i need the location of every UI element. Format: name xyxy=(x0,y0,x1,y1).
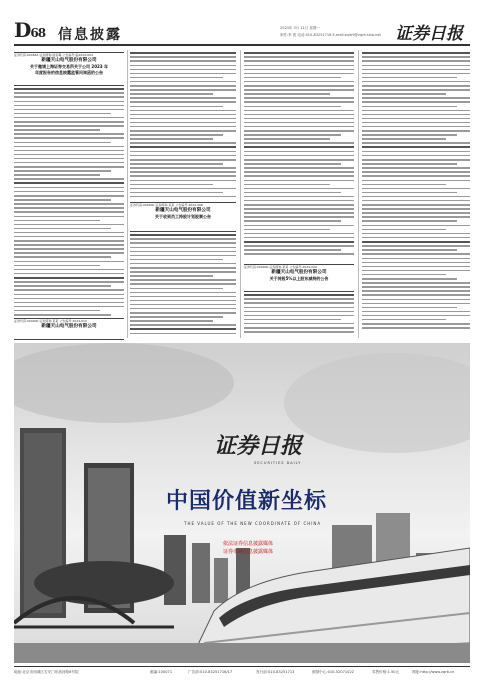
text-line xyxy=(244,130,354,132)
text-line xyxy=(362,286,470,288)
text-line xyxy=(244,106,341,108)
text-line xyxy=(244,245,354,247)
text-line xyxy=(362,233,470,235)
text-line xyxy=(14,142,111,144)
announcement-title: 关于收到员工持股计划股票公告 xyxy=(155,214,211,219)
text-line xyxy=(130,138,213,140)
announcement-title: 关于持股5%以上股东减持的公告 xyxy=(269,276,329,281)
text-line xyxy=(130,171,236,173)
text-line xyxy=(130,255,236,257)
text-line xyxy=(362,323,470,325)
text-line xyxy=(14,88,124,90)
text-line xyxy=(362,155,470,157)
text-line xyxy=(14,236,124,238)
text-line xyxy=(362,175,470,177)
text-line xyxy=(130,316,223,318)
text-line xyxy=(362,212,470,214)
text-line xyxy=(244,298,354,300)
text-line xyxy=(130,259,223,261)
text-line xyxy=(130,263,236,265)
column-divider xyxy=(240,50,241,338)
text-line xyxy=(362,299,470,301)
ad-slogan: 证券市场信息披露媒体 xyxy=(223,549,274,555)
text-line xyxy=(362,303,470,305)
text-line xyxy=(130,188,236,190)
text-line xyxy=(14,232,124,234)
text-line xyxy=(130,97,236,99)
text-line xyxy=(130,271,236,273)
text-line xyxy=(14,92,124,94)
text-line xyxy=(244,69,354,71)
text-line xyxy=(14,261,124,263)
section-title: 信息披露 xyxy=(58,27,122,43)
ad-logo: 证券日报 xyxy=(214,433,303,459)
text-line xyxy=(14,96,124,98)
text-line xyxy=(362,249,457,251)
text-line xyxy=(244,159,354,161)
announcement-heading xyxy=(14,318,124,340)
text-line xyxy=(362,327,470,329)
text-line xyxy=(130,60,236,62)
text-line xyxy=(130,89,236,91)
text-column-4 xyxy=(362,52,470,340)
text-line xyxy=(130,196,236,198)
text-line xyxy=(244,52,354,54)
text-line xyxy=(362,69,470,71)
text-line xyxy=(244,253,354,255)
text-line xyxy=(130,320,213,322)
text-line xyxy=(14,207,124,209)
text-line xyxy=(14,240,124,242)
text-line xyxy=(130,279,236,281)
text-line xyxy=(244,311,354,313)
text-line xyxy=(244,229,330,231)
text-line xyxy=(362,77,457,79)
announcement-heading xyxy=(244,264,354,292)
text-line xyxy=(14,289,124,291)
text-line xyxy=(362,237,470,239)
text-line xyxy=(244,315,354,317)
text-line xyxy=(14,158,124,160)
text-line xyxy=(14,306,124,308)
text-line xyxy=(14,216,124,218)
text-line xyxy=(14,298,124,300)
text-line xyxy=(244,220,341,222)
text-line xyxy=(244,142,354,144)
text-line xyxy=(362,101,470,103)
text-line xyxy=(14,113,111,115)
text-line xyxy=(14,105,124,107)
column-divider xyxy=(358,50,359,338)
newspaper-logo: 证券日报 xyxy=(395,24,463,44)
text-line xyxy=(130,333,236,335)
body-text xyxy=(14,88,124,335)
announcement-title: 关于邀请上海证券交易所关于公司 2023 年 xyxy=(30,64,108,69)
contact-line: 制作:李 波 电话:010-83251716 E-mail:zqrb9@zqrb.sina.net xyxy=(280,33,381,37)
text-line xyxy=(130,73,236,75)
footer-rule xyxy=(14,666,470,667)
ad-headline-english: THE VALUE OF THE NEW COORDINATE OF CHINA xyxy=(184,521,322,526)
text-line xyxy=(362,294,470,296)
text-line xyxy=(14,174,100,176)
text-line xyxy=(362,192,457,194)
announcement-code: 证券代码:600663 证券简称:陆家嘴 公告编号:临2024-004 xyxy=(14,53,93,57)
text-line xyxy=(362,89,470,91)
announcement-code: 证券代码:000000 证券简称:某某 公告编号:2024-010 xyxy=(14,319,87,323)
body-text xyxy=(244,294,354,335)
text-line xyxy=(244,188,354,190)
text-line xyxy=(362,146,470,148)
text-line xyxy=(362,200,470,202)
text-line xyxy=(362,126,470,128)
page-letter: D xyxy=(14,18,31,42)
text-line xyxy=(14,273,124,275)
text-line xyxy=(244,73,354,75)
text-line xyxy=(244,237,354,239)
text-line xyxy=(362,73,470,75)
text-line xyxy=(14,101,124,103)
text-line xyxy=(362,122,470,124)
text-line xyxy=(14,133,124,135)
footer-ads-phone: 广告部:010-83251716/17 xyxy=(188,670,233,674)
text-line xyxy=(362,216,470,218)
text-line xyxy=(244,97,354,99)
text-line xyxy=(244,126,354,128)
text-line xyxy=(130,134,223,136)
text-line xyxy=(362,258,470,260)
text-line xyxy=(362,311,470,313)
text-line xyxy=(244,196,354,198)
text-line xyxy=(130,69,236,71)
body-text xyxy=(130,52,236,200)
text-line xyxy=(130,283,236,285)
text-line xyxy=(244,294,354,296)
text-line xyxy=(14,199,111,201)
text-line xyxy=(130,175,236,177)
text-line xyxy=(130,275,213,277)
text-line xyxy=(14,146,124,148)
text-line xyxy=(14,187,124,189)
text-line xyxy=(14,285,111,287)
text-line xyxy=(14,314,111,316)
text-line xyxy=(14,170,111,172)
text-line xyxy=(362,184,446,186)
text-line xyxy=(14,281,124,283)
text-line xyxy=(362,134,457,136)
text-line xyxy=(130,142,236,144)
text-line xyxy=(130,234,236,236)
text-line xyxy=(14,109,124,111)
text-line xyxy=(244,180,354,182)
text-line xyxy=(362,106,457,108)
text-line xyxy=(244,81,354,83)
text-line xyxy=(14,178,124,180)
text-line xyxy=(244,184,330,186)
text-line xyxy=(130,52,236,54)
text-line xyxy=(244,93,330,95)
text-line xyxy=(244,138,330,140)
announcement-company: 新疆天山电气股份有限公司 xyxy=(41,324,97,329)
text-line xyxy=(14,195,124,197)
text-line xyxy=(14,252,124,254)
text-line xyxy=(130,267,236,269)
text-line xyxy=(130,300,236,302)
text-line xyxy=(14,248,124,250)
text-line xyxy=(362,204,470,206)
text-line xyxy=(14,182,124,184)
date-line: 2024年 3月 11日 星期一 xyxy=(280,26,320,30)
column-divider xyxy=(127,50,128,338)
text-line xyxy=(362,171,470,173)
text-line xyxy=(14,228,111,230)
text-line xyxy=(130,56,236,58)
text-line xyxy=(130,151,236,153)
text-line xyxy=(130,251,236,253)
text-column-2 xyxy=(130,52,236,340)
text-line xyxy=(362,307,457,309)
text-line xyxy=(362,196,470,198)
text-line xyxy=(130,296,236,298)
text-line xyxy=(130,163,223,165)
text-line xyxy=(244,200,354,202)
text-line xyxy=(130,292,236,294)
text-line xyxy=(362,65,470,67)
announcement-heading xyxy=(130,202,236,232)
text-line xyxy=(244,331,354,333)
footer-postcode: 邮编:100071 xyxy=(150,670,173,674)
text-line xyxy=(244,249,341,251)
text-line xyxy=(362,130,470,132)
body-text xyxy=(362,52,470,331)
text-line xyxy=(14,154,124,156)
text-line xyxy=(130,130,236,132)
text-line xyxy=(14,117,124,119)
text-line xyxy=(362,167,470,169)
text-line xyxy=(244,192,341,194)
text-line xyxy=(244,146,354,148)
text-line xyxy=(362,266,470,268)
text-line xyxy=(362,278,457,280)
text-line xyxy=(14,224,124,226)
text-line xyxy=(14,269,124,271)
text-line xyxy=(244,110,354,112)
footer-price: 零售价格:1.50元 xyxy=(372,670,400,674)
text-line xyxy=(14,166,124,168)
text-line xyxy=(362,188,470,190)
text-column-3 xyxy=(244,52,354,340)
text-line xyxy=(244,118,354,120)
text-line xyxy=(362,163,457,165)
text-line xyxy=(14,265,100,267)
text-line xyxy=(362,319,446,321)
text-line xyxy=(130,65,236,67)
announcement-company: 新疆天山电气股份有限公司 xyxy=(41,58,97,63)
announcement-code: 证券代码:000000 证券简称:某某 公告编号:2024-008 xyxy=(130,203,203,207)
text-line xyxy=(130,106,223,108)
text-line xyxy=(244,171,354,173)
text-line xyxy=(14,150,124,152)
text-line xyxy=(130,85,236,87)
text-line xyxy=(244,307,354,309)
text-line xyxy=(362,270,470,272)
text-line xyxy=(130,159,236,161)
header-rule xyxy=(14,44,470,46)
text-line xyxy=(244,89,354,91)
announcement-heading xyxy=(14,52,124,86)
text-line xyxy=(130,308,236,310)
text-line xyxy=(130,167,236,169)
text-line xyxy=(244,167,354,169)
text-line xyxy=(244,216,354,218)
text-line xyxy=(130,81,236,83)
text-line xyxy=(130,77,223,79)
text-line xyxy=(130,110,236,112)
text-line xyxy=(244,134,341,136)
text-column-1 xyxy=(14,52,124,340)
text-line xyxy=(362,253,470,255)
text-line xyxy=(244,208,354,210)
text-line xyxy=(362,118,470,120)
text-line xyxy=(362,315,470,317)
text-line xyxy=(362,97,470,99)
text-line xyxy=(362,142,470,144)
text-line xyxy=(362,159,470,161)
footer-website: 网址:http://www.zqrb.cn xyxy=(412,670,455,674)
text-line xyxy=(130,247,236,249)
text-line xyxy=(130,146,236,148)
text-line xyxy=(362,245,470,247)
text-line xyxy=(362,93,446,95)
text-line xyxy=(362,151,470,153)
ad-slogan: 依法证券信息披露媒体 xyxy=(223,541,274,547)
text-line xyxy=(244,151,354,153)
text-line xyxy=(362,138,446,140)
text-line xyxy=(130,288,223,290)
text-line xyxy=(362,114,470,116)
text-line xyxy=(362,225,470,227)
text-line xyxy=(130,192,223,194)
text-line xyxy=(362,60,470,62)
text-line xyxy=(130,101,236,103)
text-line xyxy=(130,312,236,314)
text-line xyxy=(130,304,236,306)
text-line xyxy=(244,114,354,116)
text-line xyxy=(244,212,354,214)
text-line xyxy=(244,65,354,67)
text-line xyxy=(14,203,124,205)
body-text xyxy=(130,234,236,337)
text-line xyxy=(362,274,446,276)
text-line xyxy=(362,241,470,243)
text-line xyxy=(362,208,470,210)
text-line xyxy=(362,220,457,222)
text-line xyxy=(362,81,470,83)
text-line xyxy=(244,175,354,177)
text-line xyxy=(244,122,354,124)
text-line xyxy=(244,155,354,157)
text-line xyxy=(14,310,100,312)
text-line xyxy=(130,93,213,95)
text-line xyxy=(362,110,470,112)
text-line xyxy=(244,302,354,304)
advertisement xyxy=(14,343,470,663)
text-line xyxy=(14,256,111,258)
text-line xyxy=(14,191,124,193)
text-line xyxy=(14,162,124,164)
footer-address: 地址:北京市西城区右安门东滨河路6号院 xyxy=(14,670,79,674)
text-line xyxy=(130,118,236,120)
text-line xyxy=(130,155,236,157)
text-line xyxy=(14,277,124,279)
text-line xyxy=(130,242,236,244)
text-line xyxy=(130,180,236,182)
text-line xyxy=(130,324,236,326)
text-line xyxy=(130,122,236,124)
text-line xyxy=(362,262,470,264)
text-line xyxy=(244,233,354,235)
ad-headline: 中国价值新坐标 xyxy=(166,489,328,514)
text-line xyxy=(244,323,354,325)
body-text xyxy=(244,52,354,258)
text-line xyxy=(244,85,354,87)
text-line xyxy=(130,328,236,330)
text-line xyxy=(362,52,470,54)
text-line xyxy=(130,126,236,128)
text-line xyxy=(14,137,124,139)
text-line xyxy=(14,294,124,296)
text-line xyxy=(244,60,354,62)
text-line xyxy=(244,77,341,79)
announcement-code: 证券代码:000000 证券简称:某某 公告编号:2024-009 xyxy=(244,265,317,269)
text-line xyxy=(362,282,470,284)
announcement-company: 新疆天山电气股份有限公司 xyxy=(155,208,211,213)
text-line xyxy=(362,85,470,87)
text-line xyxy=(14,211,124,213)
text-line xyxy=(362,56,470,58)
text-line xyxy=(14,125,124,127)
text-line xyxy=(244,163,341,165)
text-line xyxy=(244,327,354,329)
page-code xyxy=(14,18,45,42)
page-number: 68 xyxy=(30,26,46,40)
text-line xyxy=(14,121,124,123)
text-line xyxy=(244,241,354,243)
text-line xyxy=(244,101,354,103)
text-line xyxy=(130,238,236,240)
text-line xyxy=(244,56,354,58)
text-line xyxy=(362,180,470,182)
text-line xyxy=(244,225,354,227)
text-line xyxy=(14,220,100,222)
text-line xyxy=(14,129,100,131)
text-line xyxy=(244,204,354,206)
text-line xyxy=(362,229,446,231)
text-line xyxy=(14,302,124,304)
footer-typesetting-phone: 照排中心:010-52071022 xyxy=(312,670,355,674)
footer-distribution-phone: 发行部:010-83251713 xyxy=(256,670,295,674)
announcement-company: 新疆天山电气股份有限公司 xyxy=(271,270,327,275)
announcement-title: 年度报告的信息披露监管问询函的公告 xyxy=(35,70,103,75)
text-line xyxy=(130,114,236,116)
text-line xyxy=(362,290,470,292)
text-line xyxy=(244,319,341,321)
text-line xyxy=(14,244,124,246)
ad-logo-english: SECURITIES DAILY xyxy=(254,461,302,465)
text-line xyxy=(130,184,213,186)
